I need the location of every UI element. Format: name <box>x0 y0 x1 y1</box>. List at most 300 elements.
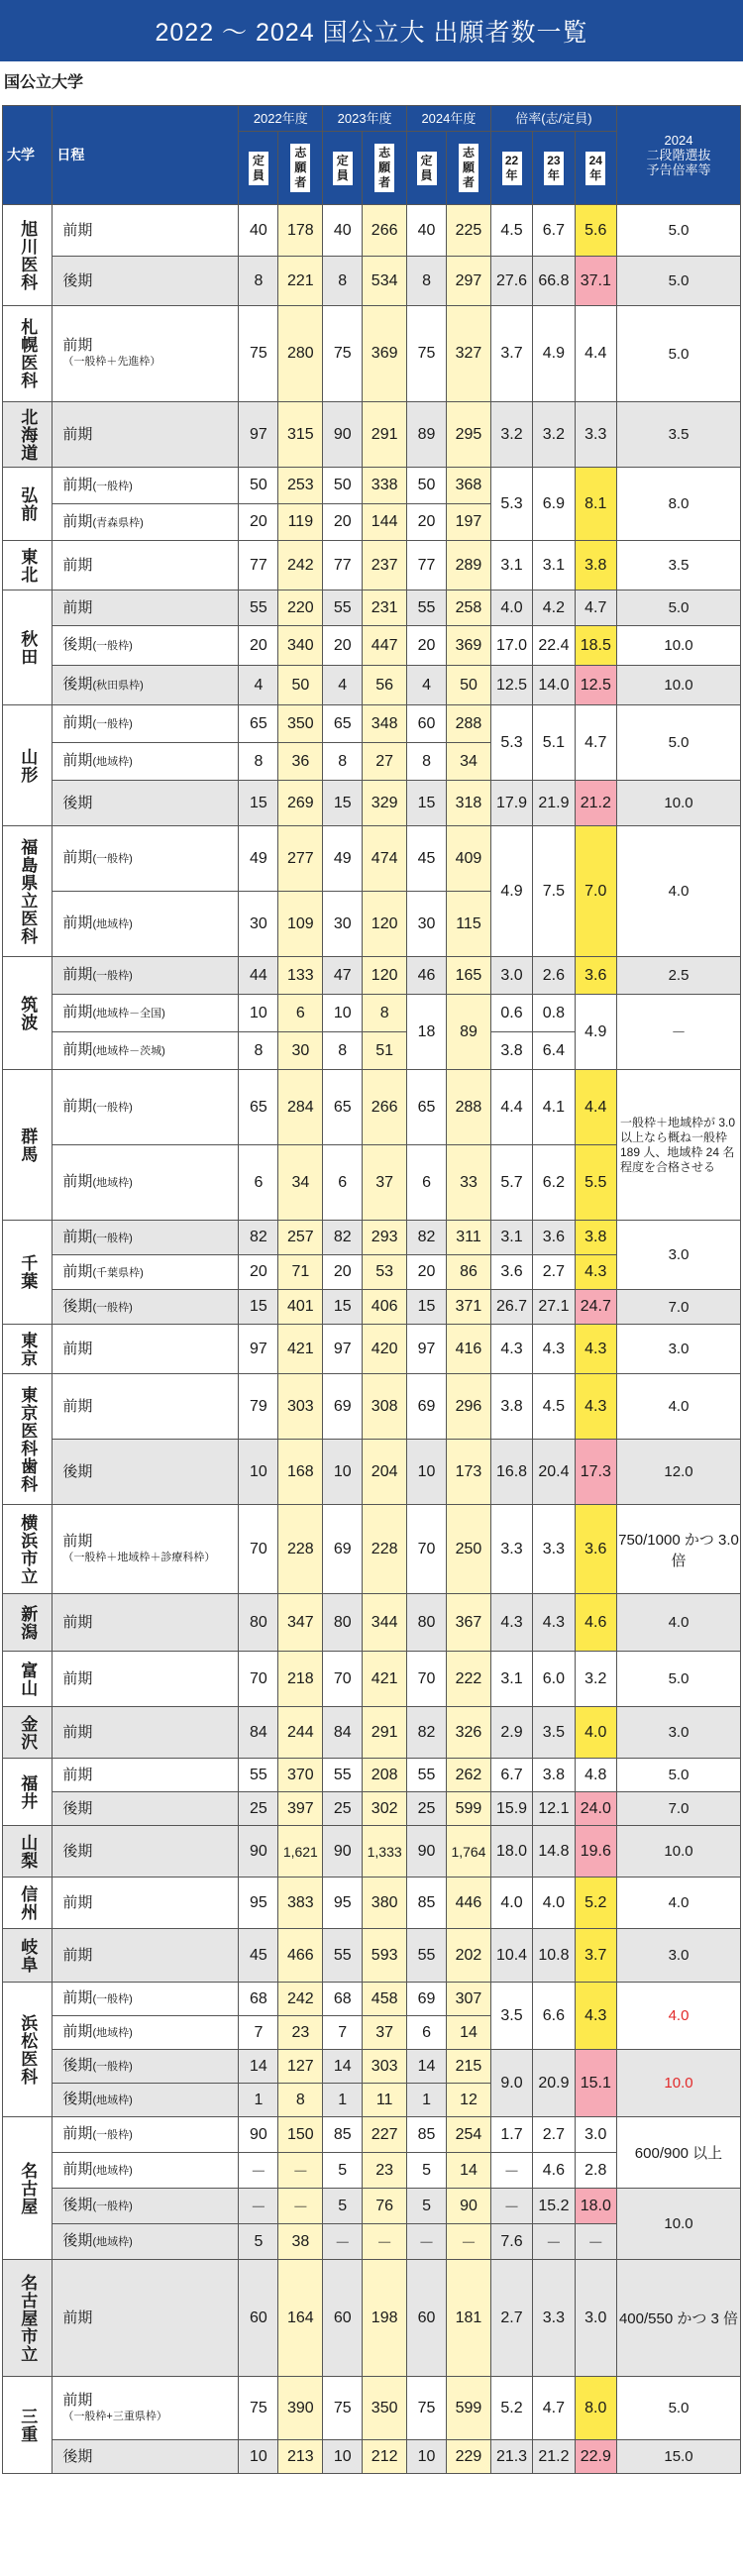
ratio22: 3.0 <box>490 957 532 995</box>
schedule-label: 前期 <box>62 849 93 866</box>
cap24: 25 <box>407 1792 447 1826</box>
cap24: 55 <box>407 1929 447 1983</box>
app22: 164 <box>278 2260 323 2377</box>
schedule-cell: 前期 <box>53 1325 239 1374</box>
ratio23: 3.5 <box>533 1707 575 1759</box>
note-cell: 7.0 <box>616 1290 740 1325</box>
app22: 34 <box>278 1145 323 1221</box>
note-cell: 3.0 <box>616 1707 740 1759</box>
header-ratio-22 <box>490 132 532 205</box>
note-cell: 5.0 <box>616 590 740 626</box>
note-cell: 12.0 <box>616 1440 740 1505</box>
app22: 421 <box>278 1325 323 1374</box>
app24: 599 <box>447 2377 491 2440</box>
cap22: 49 <box>239 826 278 892</box>
cap22: 75 <box>239 306 278 402</box>
cap22: 7 <box>239 2016 278 2050</box>
cap23: 6 <box>323 1145 363 1221</box>
table-row <box>3 1505 741 1594</box>
app22: 220 <box>278 590 323 626</box>
header-year-2022: 2022年度 <box>239 106 323 132</box>
cap22: 79 <box>239 1374 278 1440</box>
table-row <box>3 666 741 705</box>
schedule-cell <box>53 468 239 504</box>
ratio24: 3.2 <box>575 1652 616 1707</box>
ratio22: 3.8 <box>490 1032 532 1070</box>
cap22: 70 <box>239 1652 278 1707</box>
table-row <box>3 2440 741 2474</box>
ratio22: 3.5 <box>490 1983 532 2050</box>
schedule-sub: (地域枠) <box>92 2165 133 2177</box>
ratio22: 3.7 <box>490 306 532 402</box>
header-note-line: 二段階選抜 <box>646 148 711 162</box>
ratio24: 4.3 <box>575 1983 616 2050</box>
app24: 12 <box>447 2084 491 2117</box>
cap22: 20 <box>239 504 278 541</box>
app24: 326 <box>447 1707 491 1759</box>
univ-name: 岐阜 <box>3 1929 53 1983</box>
cap22: 97 <box>239 402 278 468</box>
ratio22: 4.9 <box>490 826 532 957</box>
ratio23: 21.9 <box>533 781 575 826</box>
cap22: 80 <box>239 1594 278 1652</box>
ratio23: 6.2 <box>533 1145 575 1221</box>
app24: 225 <box>447 205 491 257</box>
note-cell: 3.5 <box>616 402 740 468</box>
schedule-cell <box>53 1070 239 1145</box>
cap22: 55 <box>239 590 278 626</box>
schedule-sub: (地域枠－茨城) <box>92 1045 165 1057</box>
cap23: 47 <box>323 957 363 995</box>
univ-name: 東京医科歯科 <box>3 1374 53 1505</box>
page-banner <box>0 0 743 61</box>
table-row <box>3 1070 741 1145</box>
app23: 51 <box>363 1032 407 1070</box>
ratio23: 2.7 <box>533 1255 575 1290</box>
ratio23: 3.8 <box>533 1759 575 1792</box>
schedule-cell <box>53 705 239 743</box>
cap22: 44 <box>239 957 278 995</box>
ratio23: 6.0 <box>533 1652 575 1707</box>
cap22: 4 <box>239 666 278 705</box>
schedule-sub: (一般枠) <box>92 2061 133 2073</box>
cap24: 90 <box>407 1826 447 1878</box>
app24: 416 <box>447 1325 491 1374</box>
app24: 367 <box>447 1594 491 1652</box>
ratio24: 37.1 <box>575 257 616 306</box>
ratio24: 24.7 <box>575 1290 616 1325</box>
schedule-cell <box>53 504 239 541</box>
cap24: 50 <box>407 468 447 504</box>
app24: 215 <box>447 2050 491 2084</box>
schedule-cell: 後期 <box>53 257 239 306</box>
ratio22: 3.8 <box>490 1374 532 1440</box>
cap23: 84 <box>323 1707 363 1759</box>
table-row <box>3 257 741 306</box>
ratio24: 4.9 <box>575 995 616 1070</box>
cap23: 5 <box>323 2153 363 2189</box>
ratio23: 14.0 <box>533 666 575 705</box>
ratio24: 19.6 <box>575 1826 616 1878</box>
cap24: 55 <box>407 1759 447 1792</box>
cap24: 40 <box>407 205 447 257</box>
app24: 327 <box>447 306 491 402</box>
ratio23: 20.4 <box>533 1440 575 1505</box>
ratio23: 15.2 <box>533 2189 575 2224</box>
ratio23: 6.7 <box>533 205 575 257</box>
ratio22: 4.5 <box>490 205 532 257</box>
cap23: 95 <box>323 1878 363 1929</box>
schedule-cell <box>53 306 239 402</box>
cap23: 14 <box>323 2050 363 2084</box>
ratio23: 66.8 <box>533 257 575 306</box>
ratio24: 4.4 <box>575 306 616 402</box>
cap23: 70 <box>323 1652 363 1707</box>
cap23: 5 <box>323 2189 363 2224</box>
table-row <box>3 2377 741 2440</box>
cap23: 65 <box>323 1070 363 1145</box>
app22: 6 <box>278 995 323 1032</box>
schedule-label: 前期 <box>62 2023 93 2040</box>
schedule-label: 前期 <box>62 1989 93 2006</box>
cap24: 85 <box>407 1878 447 1929</box>
app23: － <box>363 2224 407 2260</box>
schedule-sub: (地域枠) <box>92 2094 133 2106</box>
app24: 446 <box>447 1878 491 1929</box>
ratio24: 12.5 <box>575 666 616 705</box>
ratio22: 3.3 <box>490 1505 532 1594</box>
cap22: 55 <box>239 1759 278 1792</box>
table-row <box>3 1792 741 1826</box>
cap23: 20 <box>323 626 363 666</box>
app22: 242 <box>278 1983 323 2016</box>
schedule-cell: 前期 <box>53 1878 239 1929</box>
cap23: 97 <box>323 1325 363 1374</box>
note-cell: 2.5 <box>616 957 740 995</box>
ratio24: 3.0 <box>575 2260 616 2377</box>
table-row <box>3 1652 741 1707</box>
app23: 303 <box>363 2050 407 2084</box>
app24: 258 <box>447 590 491 626</box>
note-cell: 5.0 <box>616 1759 740 1792</box>
app24: 202 <box>447 1929 491 1983</box>
header-capacity-label: 定員 <box>417 152 437 185</box>
ratio22: 3.1 <box>490 1652 532 1707</box>
schedule-cell <box>53 892 239 957</box>
ratio23: 6.4 <box>533 1032 575 1070</box>
schedule-cell <box>53 2117 239 2153</box>
ratio22: 4.4 <box>490 1070 532 1145</box>
ratio22: 17.0 <box>490 626 532 666</box>
cap22: 60 <box>239 2260 278 2377</box>
cap24: 15 <box>407 781 447 826</box>
header-row-1 <box>3 106 741 132</box>
cap23: 68 <box>323 1983 363 2016</box>
app22: 340 <box>278 626 323 666</box>
app23: 144 <box>363 504 407 541</box>
section-title: 国公立大学 <box>4 74 84 91</box>
cap23: 20 <box>323 1255 363 1290</box>
app22: 253 <box>278 468 323 504</box>
cap23: 80 <box>323 1594 363 1652</box>
cap23: 15 <box>323 781 363 826</box>
note-cell: － <box>616 995 740 1070</box>
schedule-cell: 後期 <box>53 1440 239 1505</box>
univ-name: 浜松医科 <box>3 1983 53 2117</box>
note-cell: 10.0 <box>616 626 740 666</box>
header-note-line: 予告倍率等 <box>646 162 711 177</box>
cap23: 10 <box>323 1440 363 1505</box>
schedule-cell <box>53 826 239 892</box>
ratio24: 3.8 <box>575 1221 616 1255</box>
table-wrapper <box>2 105 741 2474</box>
app24: 181 <box>447 2260 491 2377</box>
cap22: 97 <box>239 1325 278 1374</box>
schedule-label: 前期 <box>62 476 93 493</box>
app24: 197 <box>447 504 491 541</box>
app22: 257 <box>278 1221 323 1255</box>
schedule-label: 前期 <box>62 752 93 769</box>
ratio24: 7.0 <box>575 826 616 957</box>
app24: 288 <box>447 1070 491 1145</box>
header-applicants-label: 志願者 <box>459 144 478 192</box>
cap23: 15 <box>323 1290 363 1325</box>
app23: 11 <box>363 2084 407 2117</box>
ratio23: 4.7 <box>533 2377 575 2440</box>
univ-name: 旭川医科 <box>3 205 53 306</box>
ratio24: 4.3 <box>575 1255 616 1290</box>
schedule-sub: (一般枠) <box>92 480 133 492</box>
app24: 295 <box>447 402 491 468</box>
schedule-sub: (一般枠) <box>92 1232 133 1244</box>
ratio23: 4.3 <box>533 1325 575 1374</box>
cap24: 89 <box>407 402 447 468</box>
ratio24: 8.0 <box>575 2377 616 2440</box>
note-cell: 10.0 <box>616 781 740 826</box>
header-ratio-year: 23年 <box>544 152 564 185</box>
app24: 173 <box>447 1440 491 1505</box>
app24: 599 <box>447 1792 491 1826</box>
note-cell: 750/1000 かつ 3.0 倍 <box>616 1505 740 1594</box>
univ-name: 福井 <box>3 1759 53 1826</box>
app24: 14 <box>447 2016 491 2050</box>
app22: 178 <box>278 205 323 257</box>
univ-name: 千葉 <box>3 1221 53 1325</box>
table-row <box>3 2260 741 2377</box>
app22: － <box>278 2153 323 2189</box>
schedule-cell <box>53 1032 239 1070</box>
schedule-sub: (一般枠) <box>92 1102 133 1114</box>
schedule-cell <box>53 1145 239 1221</box>
cap23: 55 <box>323 1759 363 1792</box>
app23: 37 <box>363 2016 407 2050</box>
schedule-sub: (地域枠) <box>92 756 133 768</box>
ratio24: － <box>575 2224 616 2260</box>
app22: 277 <box>278 826 323 892</box>
app22: 244 <box>278 1707 323 1759</box>
cap22: 70 <box>239 1505 278 1594</box>
app23: 8 <box>363 995 407 1032</box>
app24: 50 <box>447 666 491 705</box>
schedule-label: 前期 <box>62 1262 93 1280</box>
note-cell: 600/900 以上 <box>616 2117 740 2189</box>
schedule-cell <box>53 995 239 1032</box>
cap24: 80 <box>407 1594 447 1652</box>
univ-name: 弘前 <box>3 468 53 541</box>
ratio22: 16.8 <box>490 1440 532 1505</box>
univ-name: 横浜市立 <box>3 1505 53 1594</box>
header-note <box>616 106 740 205</box>
schedule-label: 前期 <box>62 512 93 530</box>
ratio24: 2.8 <box>575 2153 616 2189</box>
schedule-sub: (一般枠) <box>92 970 133 982</box>
app22: 127 <box>278 2050 323 2084</box>
app23: 302 <box>363 1792 407 1826</box>
schedule-cell: 後期 <box>53 2440 239 2474</box>
cap22: 8 <box>239 1032 278 1070</box>
header-ratio-year: 24年 <box>585 152 605 185</box>
univ-name: 北海道 <box>3 402 53 468</box>
note-cell: 5.0 <box>616 205 740 257</box>
schedule-label: 前期 <box>62 1004 93 1020</box>
app22: － <box>278 2189 323 2224</box>
app24: 229 <box>447 2440 491 2474</box>
cap24: 4 <box>407 666 447 705</box>
univ-name: 富山 <box>3 1652 53 1707</box>
app22: 36 <box>278 743 323 781</box>
ratio24: 3.6 <box>575 1505 616 1594</box>
univ-name: 福島県立医科 <box>3 826 53 957</box>
schedule-sub: (地域枠) <box>92 1177 133 1189</box>
cap22: 68 <box>239 1983 278 2016</box>
schedule-cell <box>53 2050 239 2084</box>
app24: 1,764 <box>447 1826 491 1878</box>
cap23: 25 <box>323 1792 363 1826</box>
ratio23: 22.4 <box>533 626 575 666</box>
ratio22: 10.4 <box>490 1929 532 1983</box>
table-row <box>3 705 741 743</box>
app23: 266 <box>363 205 407 257</box>
cap23: 8 <box>323 257 363 306</box>
header-capacity-label: 定員 <box>249 152 268 185</box>
ratio24: 18.5 <box>575 626 616 666</box>
table-row <box>3 781 741 826</box>
cap24: 60 <box>407 705 447 743</box>
ratio22: 0.6 <box>490 995 532 1032</box>
ratio22: 5.3 <box>490 705 532 781</box>
schedule-sub: (一般枠) <box>92 853 133 865</box>
cap23: 50 <box>323 468 363 504</box>
schedule-label: 前期 <box>62 1041 93 1058</box>
app22: 109 <box>278 892 323 957</box>
app24: 409 <box>447 826 491 892</box>
schedule-label: 後期 <box>62 2091 93 2107</box>
header-capacity <box>239 132 278 205</box>
schedule-label: 後期 <box>62 1297 93 1315</box>
app22: 383 <box>278 1878 323 1929</box>
ratio23: 4.6 <box>533 2153 575 2189</box>
cap22: 10 <box>239 2440 278 2474</box>
cap24: 69 <box>407 1983 447 2016</box>
cap24: 30 <box>407 892 447 957</box>
ratio22: 3.1 <box>490 1221 532 1255</box>
app23: 266 <box>363 1070 407 1145</box>
ratio24: 3.6 <box>575 957 616 995</box>
table-row <box>3 826 741 892</box>
schedule-cell <box>53 666 239 705</box>
cap23: 10 <box>323 995 363 1032</box>
app22: 347 <box>278 1594 323 1652</box>
ratio23: 4.2 <box>533 590 575 626</box>
app23: 198 <box>363 2260 407 2377</box>
ratio22: 9.0 <box>490 2050 532 2117</box>
schedule-cell: 前期 <box>53 590 239 626</box>
app24: 289 <box>447 541 491 590</box>
app22: 213 <box>278 2440 323 2474</box>
ratio23: 12.1 <box>533 1792 575 1826</box>
note-cell: 10.0 <box>616 2050 740 2117</box>
ratio22: 5.2 <box>490 2377 532 2440</box>
ratio24: 15.1 <box>575 2050 616 2117</box>
table-row <box>3 1440 741 1505</box>
cap24: 6 <box>407 1145 447 1221</box>
cap24: 85 <box>407 2117 447 2153</box>
schedule-label: 前期 <box>62 337 93 354</box>
cap23: 20 <box>323 504 363 541</box>
header-ratio: 倍率(志/定員) <box>490 106 616 132</box>
ratio23: 10.8 <box>533 1929 575 1983</box>
cap22: 1 <box>239 2084 278 2117</box>
app23: 208 <box>363 1759 407 1792</box>
app24: 297 <box>447 257 491 306</box>
schedule-sub: (青森県枠) <box>92 516 144 529</box>
app22: 466 <box>278 1929 323 1983</box>
schedule-sub: （一般枠+三重県枠） <box>62 2410 167 2422</box>
schedule-cell: 前期 <box>53 1594 239 1652</box>
note-cell: 4.0 <box>616 1594 740 1652</box>
table-row <box>3 2050 741 2084</box>
cap22: 6 <box>239 1145 278 1221</box>
ratio24: 22.9 <box>575 2440 616 2474</box>
cap23: 90 <box>323 1826 363 1878</box>
schedule-cell <box>53 2224 239 2260</box>
schedule-label: 後期 <box>62 2232 93 2249</box>
app22: 23 <box>278 2016 323 2050</box>
note-cell: 5.0 <box>616 705 740 781</box>
ratio23: 20.9 <box>533 2050 575 2117</box>
table-row <box>3 590 741 626</box>
univ-name: 東北 <box>3 541 53 590</box>
note-cell: 3.5 <box>616 541 740 590</box>
univ-name: 秋田 <box>3 590 53 705</box>
app22: 168 <box>278 1440 323 1505</box>
ratio23: 3.3 <box>533 2260 575 2377</box>
app23: 27 <box>363 743 407 781</box>
cap23: 69 <box>323 1505 363 1594</box>
schedule-cell <box>53 2377 239 2440</box>
cap23: 8 <box>323 1032 363 1070</box>
schedule-label: 前期 <box>62 2391 93 2409</box>
univ-name: 山梨 <box>3 1826 53 1878</box>
header-note-line: 2024 <box>664 133 693 148</box>
schedule-label: 後期 <box>62 636 93 653</box>
cap24: 97 <box>407 1325 447 1374</box>
ratio24: 3.0 <box>575 2117 616 2153</box>
app22: 350 <box>278 705 323 743</box>
cap23: 1 <box>323 2084 363 2117</box>
note-cell: 3.0 <box>616 1929 740 1983</box>
ratio23: 4.5 <box>533 1374 575 1440</box>
